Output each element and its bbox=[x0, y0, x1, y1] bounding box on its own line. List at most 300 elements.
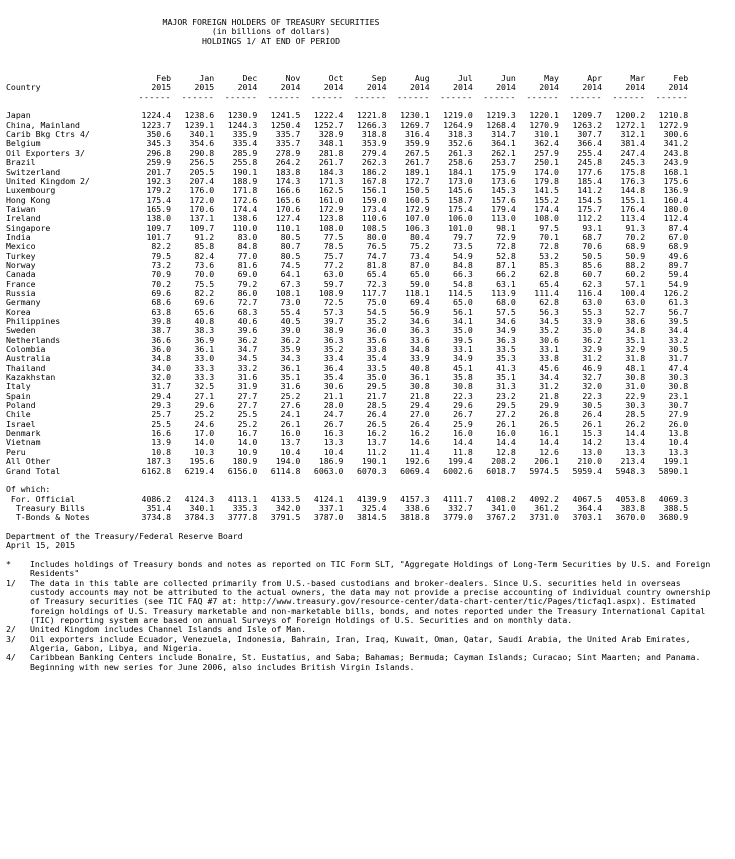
holding-value: 156.1 bbox=[361, 185, 387, 196]
holding-value: 335.4 bbox=[232, 138, 258, 149]
holding-value: 55.3 bbox=[582, 306, 603, 317]
holding-value: 262.3 bbox=[361, 157, 387, 168]
holding-value: 141.2 bbox=[577, 185, 603, 196]
column-underline: ------ bbox=[655, 91, 689, 102]
holding-value: 206.1 bbox=[534, 456, 559, 467]
holding-value: 5890.1 bbox=[658, 465, 689, 476]
holding-value: 332.7 bbox=[448, 502, 473, 513]
holding-value: 31.6 bbox=[237, 372, 258, 383]
holding-value: 256.5 bbox=[189, 157, 215, 168]
country-name: Colombia bbox=[6, 345, 46, 355]
holding-value: 6114.8 bbox=[270, 465, 301, 476]
holding-value: 101.7 bbox=[146, 231, 172, 242]
holding-value: 359.9 bbox=[405, 138, 430, 149]
holding-value: 65.0 bbox=[453, 297, 473, 308]
column-year: 2014 bbox=[496, 82, 516, 93]
holding-value: 172.9 bbox=[405, 203, 430, 214]
country-name: Hong Kong bbox=[6, 195, 51, 205]
holding-value: 361.2 bbox=[534, 502, 559, 513]
country-name: Carib Bkg Ctrs 4/ bbox=[6, 130, 90, 140]
holding-value: 40.5 bbox=[280, 316, 301, 326]
holding-value: 109.7 bbox=[146, 222, 172, 233]
holding-value: 55.4 bbox=[280, 306, 301, 317]
holding-value: 47.4 bbox=[668, 362, 689, 373]
holding-value: 84.8 bbox=[237, 241, 258, 252]
holding-value: 5948.3 bbox=[615, 465, 646, 476]
holding-value: 31.6 bbox=[280, 381, 301, 392]
holding-value: 113.4 bbox=[620, 213, 646, 224]
holding-value: 39.7 bbox=[323, 316, 344, 326]
holding-value: 161.0 bbox=[318, 194, 344, 205]
holding-value: 201.7 bbox=[146, 166, 172, 177]
table-row bbox=[6, 308, 720, 317]
holding-value: 114.5 bbox=[448, 287, 473, 298]
holding-value: 70.2 bbox=[625, 231, 646, 242]
holding-value: 171.3 bbox=[318, 175, 344, 186]
holding-value: 158.7 bbox=[448, 194, 473, 205]
holding-value: 186.9 bbox=[318, 456, 344, 467]
holding-value: 73.2 bbox=[151, 259, 172, 270]
table-row bbox=[6, 392, 720, 401]
holding-value: 166.6 bbox=[275, 185, 301, 196]
column-year: 2014 bbox=[323, 82, 344, 93]
holding-value: 160.5 bbox=[405, 194, 430, 205]
table-row bbox=[6, 252, 720, 261]
holding-value: 67.3 bbox=[280, 278, 301, 289]
holding-value: 243.8 bbox=[663, 147, 689, 158]
holding-value: 174.4 bbox=[232, 203, 258, 214]
holding-value: 14.4 bbox=[625, 428, 646, 439]
holding-value: 307.7 bbox=[577, 129, 603, 140]
holding-value: 87.0 bbox=[409, 259, 430, 270]
holding-value: 26.2 bbox=[625, 418, 646, 429]
source-line: Department of the Treasury/Federal Reserve Board bbox=[6, 530, 243, 541]
holding-value: 172.9 bbox=[318, 203, 344, 214]
country-name: Chile bbox=[6, 410, 31, 420]
holding-value: 3787.0 bbox=[313, 512, 344, 523]
holding-value: 24.1 bbox=[280, 409, 301, 420]
holding-value: 354.6 bbox=[189, 138, 215, 149]
holding-value: 33.3 bbox=[194, 362, 215, 373]
holding-value: 39.8 bbox=[151, 316, 172, 326]
holding-value: 3670.0 bbox=[615, 512, 646, 523]
country-name: France bbox=[6, 279, 36, 289]
holding-value: 45.6 bbox=[539, 362, 559, 373]
holding-value: 340.1 bbox=[189, 129, 215, 140]
holding-value: 189.1 bbox=[405, 166, 430, 177]
holding-value: 30.8 bbox=[409, 381, 430, 392]
holding-value: 26.4 bbox=[582, 409, 603, 420]
column-underline: ------ bbox=[353, 91, 387, 102]
table-row bbox=[6, 513, 720, 522]
column-year: 2014 bbox=[280, 82, 301, 93]
holding-value: 247.4 bbox=[620, 147, 646, 158]
holding-value: 179.2 bbox=[146, 185, 172, 196]
holding-value: 1272.9 bbox=[658, 119, 689, 130]
holding-value: 179.8 bbox=[534, 175, 559, 186]
holding-value: 45.1 bbox=[453, 362, 473, 373]
holding-value: 175.4 bbox=[448, 203, 473, 214]
holding-value: 108.5 bbox=[361, 222, 387, 233]
holding-value: 4157.3 bbox=[400, 493, 430, 504]
holding-value: 261.7 bbox=[405, 157, 430, 168]
holding-value: 259.9 bbox=[146, 157, 172, 168]
holding-value: 328.9 bbox=[318, 129, 344, 140]
country-name: Switzerland bbox=[6, 167, 61, 177]
holding-value: 32.9 bbox=[625, 344, 646, 355]
holding-value: 75.2 bbox=[409, 241, 430, 252]
country-name: Peru bbox=[6, 447, 26, 457]
holding-value: 64.1 bbox=[280, 269, 301, 280]
holding-value: 207.4 bbox=[189, 175, 215, 186]
holding-value: 342.0 bbox=[275, 502, 301, 513]
holding-value: 59.7 bbox=[323, 278, 344, 289]
holding-value: 1241.5 bbox=[270, 110, 301, 121]
holding-value: 258.6 bbox=[448, 157, 473, 168]
holding-value: 341.0 bbox=[491, 502, 516, 513]
holding-value: 112.4 bbox=[663, 213, 689, 224]
holding-value: 110.6 bbox=[361, 213, 387, 224]
holding-value: 1264.9 bbox=[443, 119, 473, 130]
holding-value: 30.8 bbox=[625, 372, 646, 383]
holding-value: 24.6 bbox=[194, 418, 215, 429]
holding-value: 3680.9 bbox=[658, 512, 689, 523]
holding-value: 253.7 bbox=[491, 157, 516, 168]
holding-value: 69.0 bbox=[237, 269, 258, 280]
holding-value: 350.6 bbox=[146, 129, 172, 140]
holding-value: 16.2 bbox=[366, 428, 387, 439]
country-name: Singapore bbox=[6, 223, 51, 233]
holding-value: 35.9 bbox=[280, 344, 301, 355]
table-row bbox=[6, 298, 720, 307]
holding-value: 79.2 bbox=[237, 278, 258, 289]
holding-value: 179.4 bbox=[491, 203, 516, 214]
holding-value: 107.0 bbox=[405, 213, 430, 224]
holding-value: 34.3 bbox=[280, 353, 301, 364]
holding-value: 36.6 bbox=[151, 334, 172, 345]
holding-value: 26.1 bbox=[582, 418, 603, 429]
holding-value: 175.8 bbox=[620, 166, 646, 177]
holding-value: 33.8 bbox=[539, 353, 559, 364]
table-row bbox=[6, 438, 720, 447]
holding-value: 34.1 bbox=[453, 316, 473, 326]
holding-value: 74.7 bbox=[366, 250, 387, 261]
holding-value: 257.9 bbox=[534, 147, 559, 158]
holding-value: 100.4 bbox=[620, 287, 646, 298]
holding-value: 22.3 bbox=[582, 390, 603, 401]
holding-value: 38.9 bbox=[323, 325, 344, 336]
holding-value: 40.8 bbox=[409, 362, 430, 373]
holding-value: 27.1 bbox=[194, 390, 215, 401]
column-underline: ------ bbox=[483, 91, 516, 102]
country-name: Ireland bbox=[6, 214, 41, 224]
country-name: Grand Total bbox=[6, 466, 61, 476]
holding-value: 3731.0 bbox=[529, 512, 559, 523]
holding-value: 141.5 bbox=[534, 185, 559, 196]
holding-value: 180.0 bbox=[663, 203, 689, 214]
holding-value: 33.6 bbox=[409, 334, 430, 345]
table-row bbox=[6, 317, 720, 326]
holding-value: 117.7 bbox=[361, 287, 387, 298]
holding-value: 3703.1 bbox=[572, 512, 603, 523]
holding-value: 381.4 bbox=[620, 138, 646, 149]
holding-value: 54.8 bbox=[453, 278, 473, 289]
holding-value: 81.8 bbox=[366, 259, 387, 270]
holding-value: 36.3 bbox=[496, 334, 516, 345]
holding-value: 6162.8 bbox=[141, 465, 172, 476]
holding-value: 170.6 bbox=[275, 203, 301, 214]
country-name: Sweden bbox=[6, 326, 36, 336]
holding-value: 17.0 bbox=[194, 428, 215, 439]
country-name: Belgium bbox=[6, 139, 41, 149]
country-name: All Other bbox=[6, 457, 51, 467]
holding-value: 29.9 bbox=[539, 400, 559, 411]
holding-value: 176.0 bbox=[189, 185, 215, 196]
holding-value: 5959.4 bbox=[572, 465, 603, 476]
holding-value: 192.6 bbox=[405, 456, 430, 467]
holding-value: 34.9 bbox=[496, 325, 516, 336]
holding-value: 26.7 bbox=[453, 409, 473, 420]
document-title: MAJOR FOREIGN HOLDERS OF TREASURY SECURITIES bbox=[162, 17, 380, 27]
column-month: Sep bbox=[371, 73, 387, 84]
holding-value: 28.5 bbox=[366, 400, 387, 411]
holding-value: 185.4 bbox=[577, 175, 603, 186]
holding-value: 16.0 bbox=[496, 428, 516, 439]
holding-value: 91.2 bbox=[194, 231, 215, 242]
holding-value: 33.1 bbox=[539, 344, 559, 355]
holding-value: 14.0 bbox=[237, 437, 258, 448]
holding-value: 21.1 bbox=[323, 390, 344, 401]
holding-value: 38.3 bbox=[194, 325, 215, 336]
holding-value: 138.0 bbox=[146, 213, 172, 224]
column-year: 2014 bbox=[453, 82, 473, 93]
column-underline: ------ bbox=[138, 91, 172, 102]
footnote bbox=[6, 635, 720, 654]
footnote-marker: 2/ bbox=[6, 624, 16, 635]
holding-value: 33.3 bbox=[194, 372, 215, 383]
holding-value: 127.4 bbox=[275, 213, 301, 224]
holding-value: 68.9 bbox=[625, 241, 646, 252]
holding-value: 78.5 bbox=[323, 241, 344, 252]
holding-value: 54.5 bbox=[366, 306, 387, 317]
holding-value: 30.8 bbox=[453, 381, 473, 392]
holding-value: 56.9 bbox=[409, 306, 430, 317]
holding-value: 190.1 bbox=[232, 166, 258, 177]
holding-value: 29.5 bbox=[366, 381, 387, 392]
holding-value: 27.0 bbox=[409, 409, 430, 420]
holding-value: 69.4 bbox=[409, 297, 430, 308]
holding-value: 35.0 bbox=[366, 372, 387, 383]
holding-value: 30.5 bbox=[668, 344, 689, 355]
holding-value: 33.2 bbox=[668, 334, 689, 345]
holding-value: 62.8 bbox=[539, 297, 559, 308]
column-underline: ------ bbox=[612, 91, 646, 102]
holding-value: 6070.3 bbox=[356, 465, 387, 476]
holding-value: 80.5 bbox=[280, 231, 301, 242]
holding-value: 145.3 bbox=[491, 185, 516, 196]
holding-value: 33.9 bbox=[409, 353, 430, 364]
holding-value: 364.4 bbox=[577, 502, 603, 513]
holding-value: 25.9 bbox=[453, 418, 473, 429]
holding-value: 53.2 bbox=[539, 250, 559, 261]
holding-value: 31.9 bbox=[237, 381, 258, 392]
holding-value: 63.8 bbox=[151, 306, 172, 317]
holding-value: 168.1 bbox=[663, 166, 689, 177]
holding-value: 73.5 bbox=[453, 241, 473, 252]
holding-value: 36.1 bbox=[280, 362, 301, 373]
holding-value: 77.2 bbox=[323, 259, 344, 270]
holding-value: 66.2 bbox=[496, 269, 516, 280]
holding-value: 10.4 bbox=[668, 437, 689, 448]
holding-value: 40.8 bbox=[194, 316, 215, 326]
holding-value: 279.4 bbox=[361, 147, 387, 158]
holding-value: 199.4 bbox=[448, 456, 473, 467]
holding-value: 25.2 bbox=[237, 418, 258, 429]
holding-value: 80.0 bbox=[366, 231, 387, 242]
holding-value: 30.6 bbox=[539, 334, 559, 345]
holding-value: 6069.4 bbox=[400, 465, 430, 476]
country-name: Canada bbox=[6, 270, 36, 280]
holding-value: 32.9 bbox=[582, 344, 603, 355]
holding-value: 14.2 bbox=[582, 437, 603, 448]
footnote-marker: 1/ bbox=[6, 577, 16, 588]
holding-value: 50.9 bbox=[625, 250, 646, 261]
holding-value: 101.0 bbox=[448, 222, 473, 233]
holding-value: 30.3 bbox=[625, 400, 646, 411]
holding-value: 22.9 bbox=[625, 390, 646, 401]
holding-value: 16.1 bbox=[539, 428, 559, 439]
holding-value: 86.0 bbox=[237, 287, 258, 298]
holding-value: 25.2 bbox=[194, 409, 215, 420]
holding-value: 205.5 bbox=[189, 166, 215, 177]
country-name: Vietnam bbox=[6, 438, 41, 448]
column-month: Nov bbox=[285, 73, 301, 84]
country-column-header: Country bbox=[6, 83, 41, 93]
holding-value: 155.1 bbox=[620, 194, 646, 205]
holding-value: 14.6 bbox=[409, 437, 430, 448]
holding-value: 4111.7 bbox=[443, 493, 473, 504]
holding-value: 1269.7 bbox=[400, 119, 430, 130]
header-spacer bbox=[6, 74, 128, 83]
country-name: Treasury Bills bbox=[6, 503, 85, 513]
footnotes bbox=[6, 560, 720, 672]
holding-value: 310.1 bbox=[534, 129, 559, 140]
holding-value: 4124.1 bbox=[313, 493, 344, 504]
column-underline: ------ bbox=[224, 91, 258, 102]
holding-value: 41.3 bbox=[496, 362, 516, 373]
holding-value: 68.7 bbox=[582, 231, 603, 242]
holding-value: 69.6 bbox=[151, 287, 172, 298]
holding-value: 31.8 bbox=[625, 353, 646, 364]
table-row bbox=[6, 242, 720, 251]
holding-value: 255.4 bbox=[577, 147, 603, 158]
column-underline: ------ bbox=[397, 91, 430, 102]
column-year: 2014 bbox=[539, 82, 559, 93]
holding-value: 34.9 bbox=[453, 353, 473, 364]
holding-value: 348.1 bbox=[318, 138, 344, 149]
country-name: Luxembourg bbox=[6, 186, 56, 196]
country-name: T-Bonds & Notes bbox=[6, 513, 90, 523]
holding-value: 6063.0 bbox=[313, 465, 344, 476]
holding-value: 83.0 bbox=[237, 231, 258, 242]
holding-value: 70.1 bbox=[539, 231, 559, 242]
holding-value: 25.5 bbox=[237, 409, 258, 420]
holding-value: 264.2 bbox=[275, 157, 301, 168]
holding-value: 10.8 bbox=[151, 446, 172, 457]
holding-value: 39.5 bbox=[668, 316, 689, 326]
holding-value: 57.5 bbox=[496, 306, 516, 317]
holding-value: 325.4 bbox=[361, 502, 387, 513]
holding-value: 11.4 bbox=[409, 446, 430, 457]
holding-value: 175.6 bbox=[663, 175, 689, 186]
holding-value: 80.4 bbox=[409, 231, 430, 242]
holding-value: 362.4 bbox=[534, 138, 559, 149]
holding-value: 3791.5 bbox=[270, 512, 301, 523]
footnote bbox=[6, 653, 720, 672]
holding-value: 38.6 bbox=[625, 316, 646, 326]
holding-value: 80.5 bbox=[280, 250, 301, 261]
column-year: 2014 bbox=[366, 82, 387, 93]
holding-value: 36.1 bbox=[409, 372, 430, 383]
country-name: Korea bbox=[6, 307, 31, 317]
holding-value: 340.1 bbox=[189, 502, 215, 513]
holding-value: 31.7 bbox=[151, 381, 172, 392]
holding-value: 63.0 bbox=[625, 297, 646, 308]
holding-value: 85.3 bbox=[539, 259, 559, 270]
holding-value: 62.8 bbox=[539, 269, 559, 280]
holding-value: 183.8 bbox=[275, 166, 301, 177]
holding-value: 24.7 bbox=[323, 409, 344, 420]
holding-value: 35.8 bbox=[453, 372, 473, 383]
holding-value: 165.9 bbox=[146, 203, 172, 214]
holding-value: 30.6 bbox=[323, 381, 344, 392]
country-name: Thailand bbox=[6, 363, 46, 373]
holding-value: 25.7 bbox=[151, 409, 172, 420]
holding-value: 136.9 bbox=[663, 185, 689, 196]
holding-value: 118.1 bbox=[405, 287, 430, 298]
column-month: Mar bbox=[630, 73, 646, 84]
holding-value: 13.3 bbox=[323, 437, 344, 448]
holding-value: 91.3 bbox=[625, 222, 646, 233]
holding-value: 29.6 bbox=[453, 400, 473, 411]
holding-value: 26.4 bbox=[409, 418, 430, 429]
holding-value: 4113.1 bbox=[227, 493, 258, 504]
footnote-text: Caribbean Banking Centers include Bonaire, St. Eustatius, and Saba; Bahamas; Bermuda; Cayman Islands; Curacao; Sint Maarten; and Panama. Beginning with new series for June 2006, also includes British Virgin Islands. bbox=[30, 652, 701, 672]
holding-value: 36.9 bbox=[194, 334, 215, 345]
holding-value: 174.0 bbox=[534, 166, 559, 177]
holding-value: 31.7 bbox=[668, 353, 689, 364]
country-name: Russia bbox=[6, 288, 36, 298]
holding-value: 351.4 bbox=[146, 502, 172, 513]
column-month: Feb bbox=[156, 73, 172, 84]
column-underline: ------ bbox=[181, 91, 215, 102]
holding-value: 35.2 bbox=[323, 344, 344, 355]
holding-value: 26.1 bbox=[280, 418, 301, 429]
table-row bbox=[6, 467, 720, 476]
holding-value: 6018.7 bbox=[486, 465, 516, 476]
column-year: 2014 bbox=[409, 82, 430, 93]
holding-value: 82.2 bbox=[194, 287, 215, 298]
holding-value: 29.5 bbox=[496, 400, 516, 411]
holding-value: 70.0 bbox=[194, 269, 215, 280]
holding-value: 35.1 bbox=[496, 372, 516, 383]
holding-value: 35.1 bbox=[280, 372, 301, 383]
holding-value: 5974.5 bbox=[529, 465, 559, 476]
column-month: May bbox=[544, 73, 559, 84]
table-row bbox=[6, 289, 720, 298]
source-date: April 15, 2015 bbox=[6, 540, 76, 551]
holding-value: 72.5 bbox=[323, 297, 344, 308]
